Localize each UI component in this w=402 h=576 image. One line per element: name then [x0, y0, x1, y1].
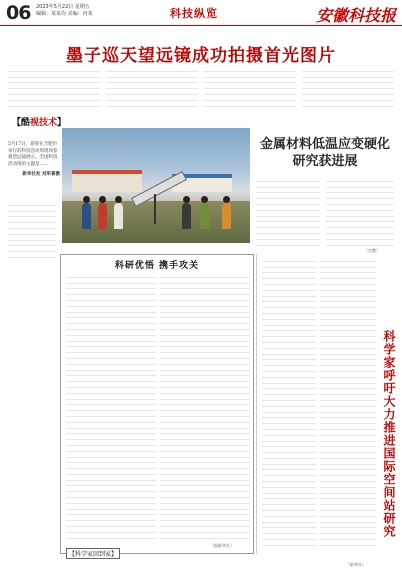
- tripod-shape: [154, 194, 156, 224]
- photo-caption: [8, 142, 60, 179]
- credit-2: （据新华社）: [210, 543, 234, 548]
- column-divider: [256, 254, 257, 554]
- caption-text: 5月17日，游客在合肥市举行的科技活动周现场参观望远镜展示。全国科技活动周的主题是……: [8, 142, 58, 167]
- feature-column-2: [326, 176, 394, 248]
- intro-column-2: [106, 66, 198, 110]
- intro-column-4: [302, 66, 394, 110]
- feature-headline: 金属材料低温应变硬化研究获进展: [259, 137, 390, 169]
- box-column-1: [66, 272, 156, 542]
- issue-editors: 编辑：某某均 美编：冉某: [36, 11, 93, 17]
- caption-credit: 新华社发 刘军喜摄: [22, 172, 60, 177]
- newspaper-logo: 安徽科技报: [315, 6, 396, 25]
- news-photo: [62, 128, 250, 243]
- kebo-label: [12, 115, 66, 128]
- issue-meta: [36, 4, 93, 18]
- intro-column-3: [204, 66, 296, 110]
- masthead: [0, 0, 402, 26]
- person-figure: [222, 203, 231, 229]
- person-figure: [98, 203, 107, 229]
- kebo-pre: 【酷: [12, 118, 31, 128]
- main-headline: 墨子巡天望远镜成功拍摄首光图片: [66, 46, 336, 66]
- vertical-headline: 科学家呼吁大力推进国际空间站研究: [382, 330, 396, 538]
- science-box-title: 科研优悟 携手攻关: [114, 261, 200, 271]
- person-figure: [82, 203, 91, 229]
- section-title: 科技纵览: [170, 7, 218, 20]
- right-column-2: [320, 256, 376, 552]
- issue-date: 2023年5月22日 星期五: [36, 4, 90, 10]
- feature-column-1: [256, 176, 320, 248]
- page-number: 06: [6, 2, 31, 24]
- science-box-tag: 【科学家回到家】: [66, 548, 120, 559]
- photo-tent-red: [72, 170, 142, 192]
- kebo-post: 】: [57, 118, 67, 128]
- right-column-1: [262, 256, 316, 552]
- left-lower-text: [8, 200, 56, 550]
- person-figure: [200, 203, 209, 229]
- person-figure: [114, 203, 123, 229]
- credit-1: （完整）: [364, 248, 380, 253]
- person-figure: [182, 203, 191, 229]
- box-column-2: [160, 272, 250, 542]
- credit-3: （新华社）: [346, 562, 366, 567]
- intro-column-1: [8, 66, 100, 110]
- kebo-bold: 视技术: [30, 118, 58, 128]
